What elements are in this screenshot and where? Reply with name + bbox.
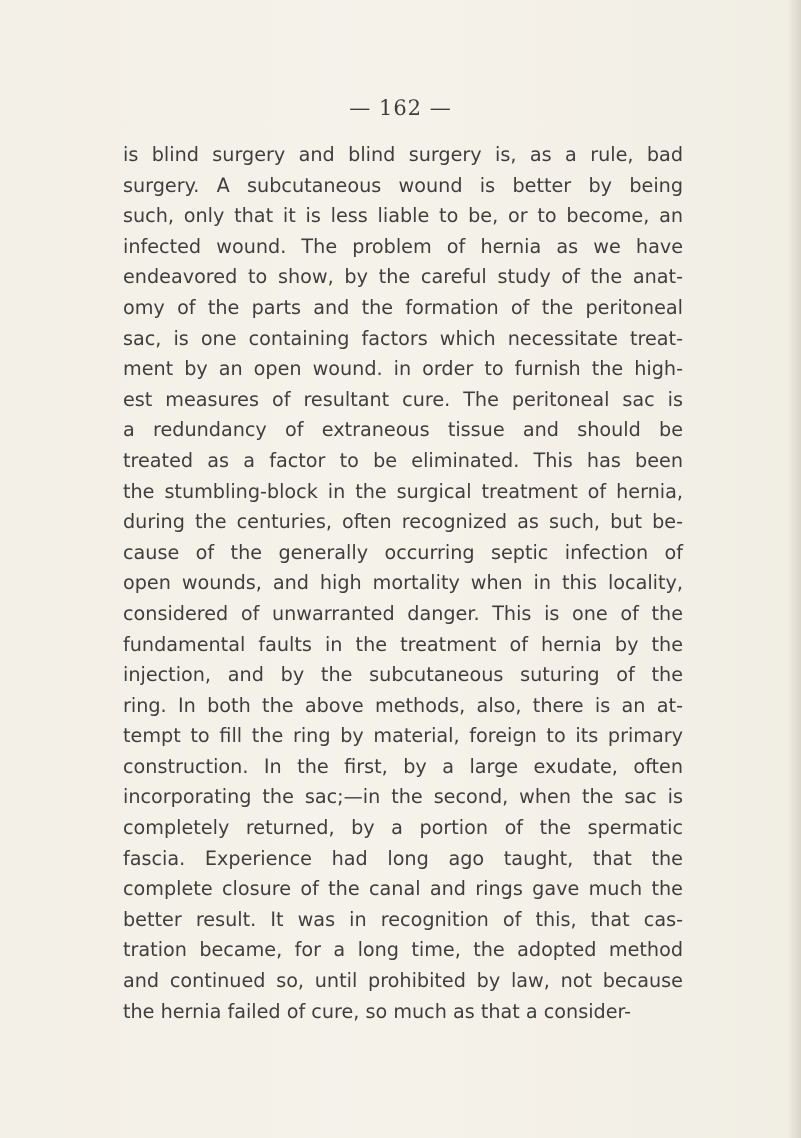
text-line: incorporating the sac;—in the second, when the sac is — [123, 785, 683, 809]
text-line: treated as a factor to be eliminated. This has been — [123, 448, 683, 472]
text-line: injection, and by the subcutaneous suturing of the — [123, 663, 683, 687]
body-text — [123, 140, 683, 1027]
text-line: a redundancy of extraneous tissue and should be — [123, 418, 683, 442]
text-line: the hernia failed of cure, so much as that a consider- — [123, 999, 632, 1023]
text-line: tration became, for a long time, the adopted method — [123, 938, 683, 962]
text-line: considered of unwarranted danger. This is one of the — [123, 601, 683, 625]
text-line: complete closure of the canal and rings gave much the — [123, 877, 683, 901]
text-line: cause of the generally occurring septic infection of — [123, 540, 683, 564]
text-line: endeavored to show, by the careful study of the anat- — [123, 265, 683, 289]
text-line: open wounds, and high mortality when in this locality, — [123, 571, 683, 595]
text-line: fascia. Experience had long ago taught, that the — [123, 846, 683, 870]
text-line: better result. It was in recognition of this, that cas- — [123, 907, 683, 931]
text-line: omy of the parts and the formation of the peritoneal — [123, 295, 683, 319]
page-edge-shadow — [787, 0, 801, 1138]
text-line: sac, is one containing factors which necessitate treat- — [123, 326, 683, 350]
text-line: tempt to fill the ring by material, foreign to its primary — [123, 724, 683, 748]
text-line: ment by an open wound. in order to furnish the high- — [123, 357, 683, 381]
text-line: the stumbling-block in the surgical treatment of hernia, — [123, 479, 683, 503]
text-line: ring. In both the above methods, also, there is an at- — [123, 693, 683, 717]
text-line: is blind surgery and blind surgery is, as a rule, bad — [123, 143, 683, 166]
text-line: such, only that it is less liable to be, or to become, an — [123, 204, 683, 228]
text-line: surgery. A subcutaneous wound is better by being — [123, 173, 683, 197]
text-line: during the centuries, often recognized as such, but be- — [123, 510, 683, 534]
text-line: construction. In the first, by a large exudate, often — [123, 754, 683, 778]
text-line: and continued so, until prohibited by law, not because — [123, 969, 683, 993]
text-line: infected wound. The problem of hernia as we have — [123, 234, 683, 258]
text-line: completely returned, by a portion of the spermatic — [123, 816, 683, 840]
text-line: fundamental faults in the treatment of hernia by the — [123, 632, 683, 656]
page-number: — 162 — — [349, 96, 452, 120]
text-line: est measures of resultant cure. The peritoneal sac is — [123, 387, 683, 411]
